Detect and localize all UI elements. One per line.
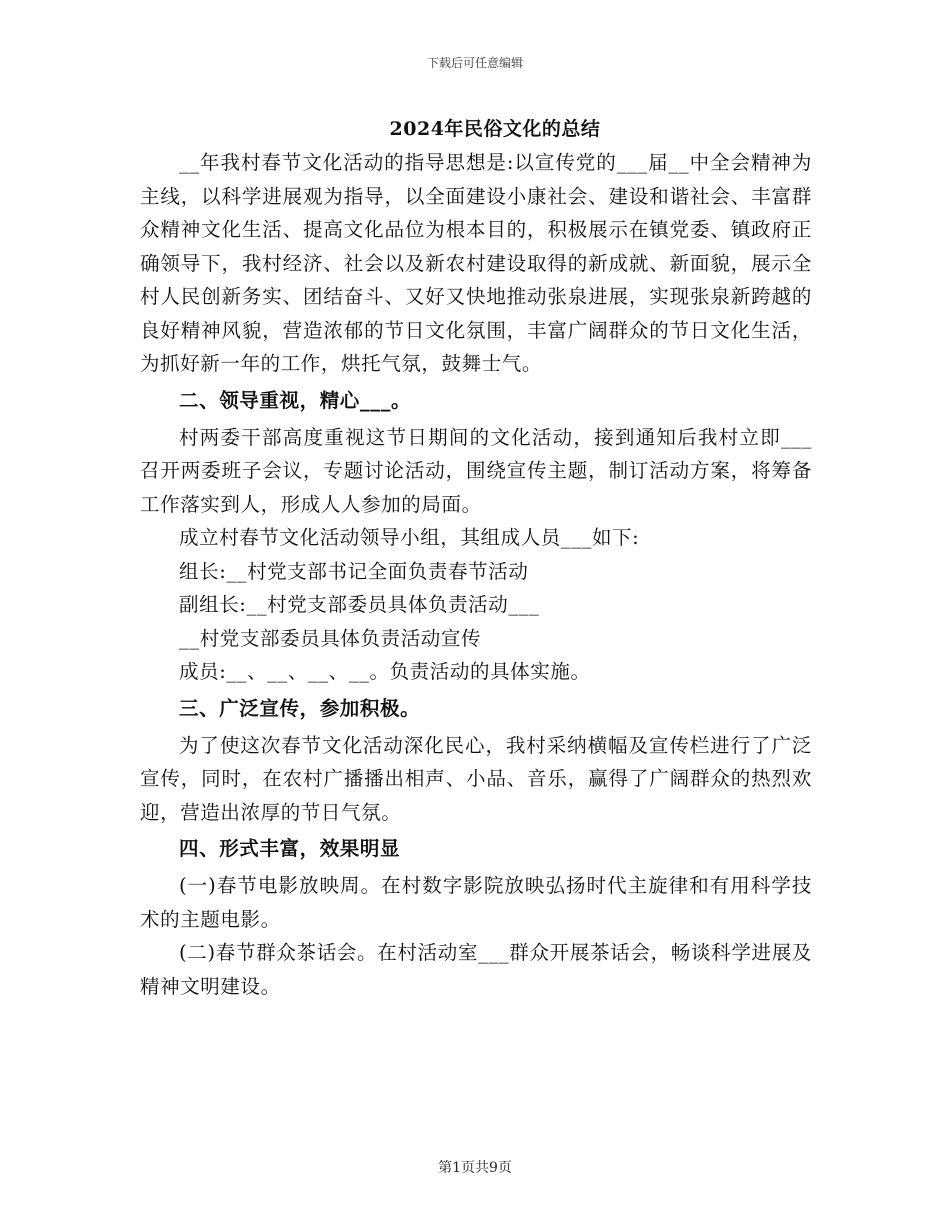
paragraph-leadership: 村两委干部高度重视这节日期间的文化活动，接到通知后我村立即___召开两委班子会议，专题讨论活动，围绕宣传主题，制订活动方案，将筹备工作落实到人，形成人人参加的局面。	[140, 425, 812, 516]
paragraph-group-leader: 组长:__村党支部书记全面负责春节活动	[179, 559, 529, 583]
paragraph-group-setup: 成立村春节文化活动领导小组，其组成人员___如下:	[179, 526, 640, 549]
paragraph-publicity-member: __村党支部委员具体负责活动宣传	[179, 626, 482, 650]
paragraph-guiding-idea: __年我村春节文化活动的指导思想是:以宣传党的___届__中全会精神为主线，以科学进展观为指导，以全面建设小康社会、建设和谐社会、丰富群众精神文化生活、提高文化品位为根本目的，积极展示在镇党委、镇政府正确领导下，我村经济、社会以及新农村建设取得的新成就、新面貌，展示全村人民创新务实、团结奋斗、又好又快地推动张泉进展，实现张泉新跨越的良好精神风貌，营造浓郁的节日文化氛围，丰富广阔群众的节日文化生活，为抓好新一年的工作，烘托气氛，鼓舞士气。	[140, 151, 812, 375]
section-heading-forms: 四、形式丰富，效果明显	[179, 837, 401, 860]
document-title: 2024年民俗文化的总结	[389, 118, 601, 140]
section-heading-leadership: 二、领导重视，精心___。	[179, 388, 412, 412]
paragraph-movie-week: (一)春节电影放映周。在村数字影院放映弘扬时代主旋律和有用科学技术的主题电影。	[140, 874, 812, 931]
paragraph-publicity: 为了使这次春节文化活动深化民心，我村采纳横幅及宣传栏进行了广泛宣传，同时，在农村广播播出相声、小品、音乐，赢得了广阔群众的热烈欢迎，营造出浓厚的节日气氛。	[140, 733, 812, 824]
paragraph-members: 成员:__、__、__、__。负责活动的具体实施。	[179, 660, 591, 683]
section-heading-publicity: 三、广泛宣传，参加积极。	[179, 696, 421, 720]
page-number: 第1页共9页	[438, 1160, 512, 1176]
paragraph-tea-party: (二)春节群众茶话会。在村活动室___群众开展茶话会，畅谈科学进展及精神文明建设。	[140, 941, 812, 998]
document-body	[140, 146, 812, 1003]
paragraph-deputy-leader: 副组长:__村党支部委员具体负责活动___	[179, 593, 540, 616]
header-note: 下载后可任意编辑	[426, 56, 523, 70]
